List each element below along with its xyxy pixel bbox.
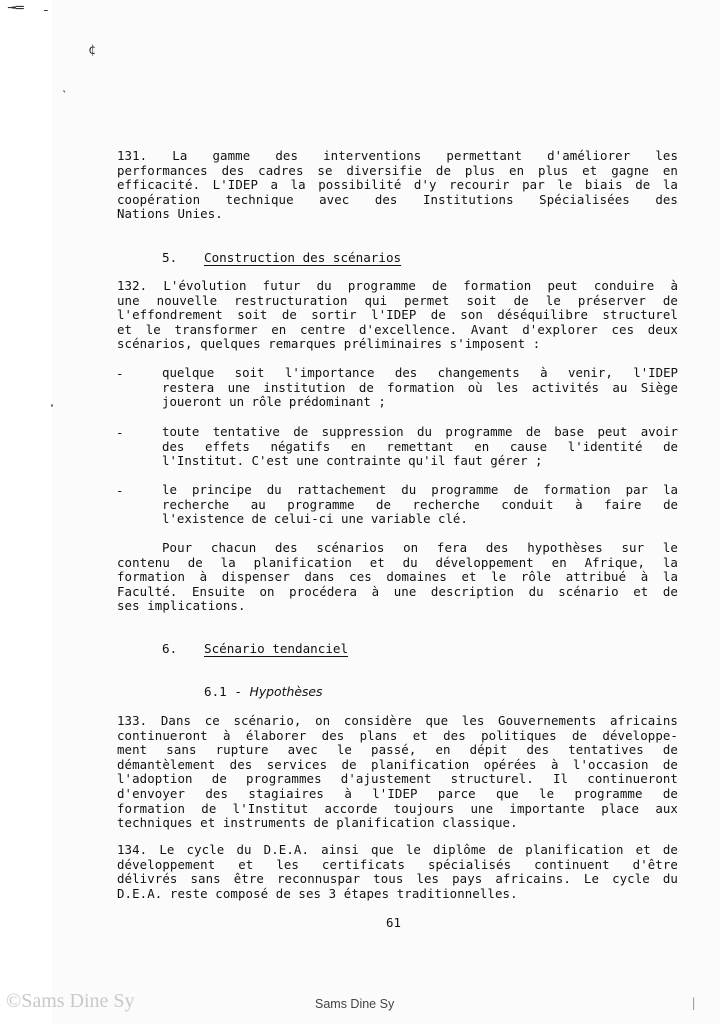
text-line: scénarios, quelques remarques préliminaires s'imposent : (117, 336, 541, 352)
text-line: techniques et instruments de planification classique. (117, 815, 518, 831)
text-line: Pour chacun des scénarios on fera des hypothèses sur le (162, 540, 678, 555)
text-line: joueront un rôle prédominant ; (162, 394, 386, 410)
text-line: D.E.A. reste composé de ses 3 étapes traditionnelles. (117, 885, 518, 901)
text-line: ment sans rupture avec le passé, en dépit des tentatives de (117, 742, 678, 758)
text-line: continueront à élaborer des plans et des politiques de développe- (117, 727, 678, 743)
text-line: délivrés sans être reconnuspar tous les pays africains. Le cycle du (117, 871, 678, 887)
text-line: Nations Unies. (117, 206, 223, 222)
subsection-heading (204, 684, 322, 699)
bullet-item (162, 483, 678, 527)
paragraph-134 (117, 843, 678, 901)
paragraph-132 (117, 279, 678, 352)
text-line: contenu de la planification et du développement en Afrique, la (117, 554, 678, 570)
section-heading (162, 641, 348, 656)
text-line: l'adoption de programmes d'ajustement structurel. Il continueront (117, 771, 678, 787)
paragraph-133 (117, 714, 678, 831)
bullet-dash: - (116, 366, 124, 381)
text-line: recherche au programme de recherche conduit à faire de (162, 496, 678, 512)
subsection-number: 6.1 - (204, 684, 242, 699)
text-line: formation de l'Institut accorde toujours une importante place aux (117, 800, 678, 816)
text-line: efficacité. L'IDEP a la possibilité d'y recourir par le biais de la (117, 177, 678, 193)
footer-credit: Sams Dine Sy (315, 997, 395, 1011)
section-heading (162, 250, 401, 265)
text-line: démantèlement des services de planification opérées à l'occasion de (117, 756, 678, 772)
bullet-item (162, 366, 678, 410)
text-line: ses implications. (117, 598, 246, 614)
section-number: 6. (162, 641, 178, 656)
edge-mark: | (690, 996, 698, 1010)
text-line: performances des cadres se diversifie de plus en plus et gagne en (117, 162, 678, 178)
bullet-item (162, 425, 678, 469)
section-title: Scénario tendanciel (204, 641, 349, 656)
paragraph-scenarios (117, 541, 678, 614)
bullet-dash: - (116, 483, 124, 498)
paragraph-131 (117, 149, 678, 222)
section-title: Construction des scénarios (204, 250, 402, 265)
text-line: le principe du rattachement du programme de formation par la (162, 482, 678, 497)
text-line: formation à dispenser dans ces domaines et le rôle attribué à la (117, 569, 678, 585)
bullet-dash: - (116, 425, 124, 440)
text-line: 134. Le cycle du D.E.A. ainsi que le diplôme de planification et de (117, 842, 678, 857)
text-line: développement et les certificats spécialisés continuent d'être (117, 856, 678, 872)
text-line: quelque soit l'importance des changements à venir, l'IDEP (162, 365, 678, 380)
text-line: l'existence de celui-ci une variable clé. (162, 511, 468, 527)
page-number: 61 (386, 915, 401, 930)
text-line: une nouvelle restructuration qui permet soit de le préserver de (117, 292, 678, 308)
text-line: l'Institut. C'est une contrainte qu'il faut gérer ; (162, 453, 543, 469)
watermark: ©Sams Dine Sy (6, 990, 135, 1012)
text-line: restera une institution de formation où les activités au Siège (162, 379, 678, 395)
text-line: 132. L'évolution futur du programme de formation peut conduire à (117, 278, 678, 293)
text-line: et le transformer en centre d'excellence. Avant d'explorer ces deux (117, 321, 678, 337)
margin-mark: ¢ (88, 43, 96, 58)
text-line: 131. La gamme des interventions permettant d'améliorer les (117, 148, 678, 163)
text-line: l'effondrement soit de sortir l'IDEP de son déséquilibre structurel (117, 307, 678, 323)
text-line: toute tentative de suppression du programme de base peut avoir (162, 424, 678, 439)
text-line: coopération technique avec des Institutions Spécialisées des (117, 191, 678, 207)
margin-mark: ˴ (62, 83, 70, 98)
margin-mark: · (48, 399, 56, 414)
text-line: Faculté. Ensuite on procédera à une description du scénario et de (117, 583, 678, 599)
margin-mark: ¯ (42, 9, 50, 24)
margin-mark: ╼═ (8, 1, 24, 16)
text-line: d'envoyer des stagiaires à l'IDEP parce que le programme de (117, 785, 678, 801)
subsection-title: Hypothèses (249, 684, 323, 699)
section-number: 5. (162, 250, 178, 265)
text-line: 133. Dans ce scénario, on considère que les Gouvernements africains (117, 713, 678, 728)
text-line: des effets négatifs en remettant en cause l'identité de (162, 438, 678, 454)
